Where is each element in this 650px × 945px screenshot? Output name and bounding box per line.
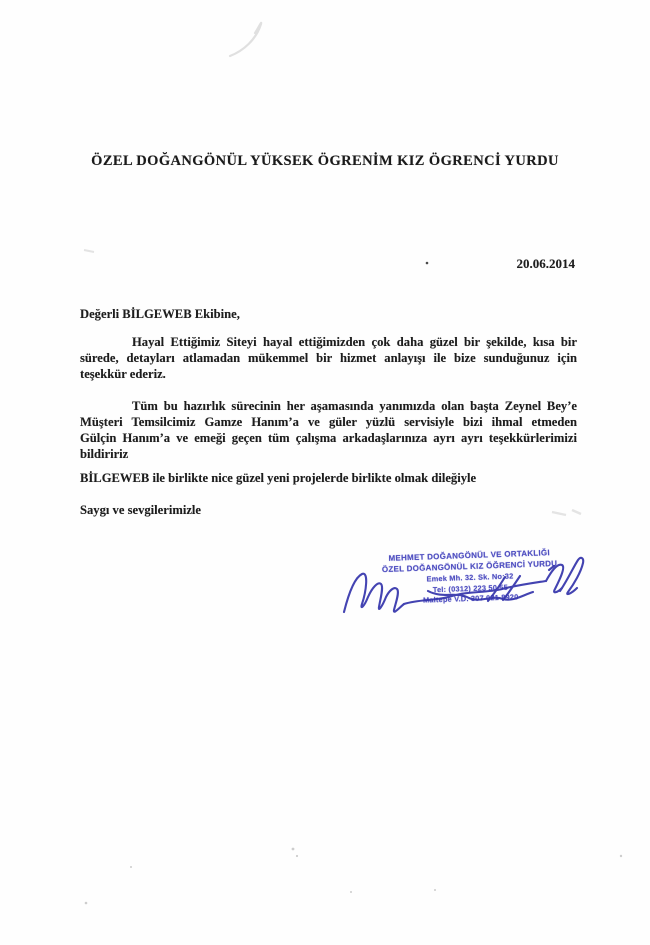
scan-smudge-top (230, 23, 261, 56)
paragraph-line: bildiririz (80, 447, 129, 461)
paragraph-line: Gülçin Hanım’a ve emeği geçen tüm çalışma arkadaşlarınıza ayrı ayrı teşekkürlerimizi (80, 431, 577, 445)
paragraph-line: Hayal Ettiğimiz Siteyi hayal ettiğimizden çok daha güzel bir şekilde, kısa bir (132, 335, 577, 349)
stamp-phone: Tel: (0312) 223 50 55 (432, 582, 509, 594)
paragraph-line: sürede, detayları atlamadan mükemmel bir hizmet anlayışı ile bize sunduğunuz için (80, 351, 577, 365)
letter-title: ÖZEL DOĞANGÖNÜL YÜKSEK ÖGRENİM KIZ ÖGRENCİ YURDU (91, 153, 559, 169)
letter-date: 20.06.2014 (516, 256, 575, 271)
stamp-address: Emek Mh. 32. Sk. No:32 (426, 571, 514, 584)
scan-specks (85, 848, 623, 905)
paragraph-3: BİLGEWEB ile birlikte nice güzel yeni projelerde birlikte olmak dileğiyle (80, 471, 477, 485)
closing: Saygı ve sevgilerimizle (80, 503, 202, 517)
salutation: Değerli BİLGEWEB Ekibine, (80, 307, 240, 321)
stamp-tax-office: Maltepe V.D. 307 021 8920 (422, 592, 519, 605)
paragraph-line: Müşteri Temsilcimiz Gamze Hanım’a ve güler yüzlü servisiyle bizi ihmal etmeden (80, 415, 577, 429)
company-stamp (351, 547, 589, 609)
stamp-org-name: ÖZEL DOĞANGÖNÜL KIZ ÖĞRENCİ YURDU (381, 558, 558, 574)
paragraph-2 (80, 398, 577, 462)
letter-body (80, 306, 577, 518)
paragraph-line: teşekkür ederiz. (80, 367, 166, 381)
ink-speck (426, 262, 429, 265)
stamp-company-name: MEHMET DOĞANGÖNÜL VE ORTAKLIĞI (388, 548, 551, 563)
paragraph-line: Tüm bu hazırlık sürecinin her aşamasında yanımızda olan başta Zeynel Bey’e (132, 399, 577, 413)
paragraph-1 (80, 334, 577, 382)
scan-smudge-left (84, 250, 94, 252)
